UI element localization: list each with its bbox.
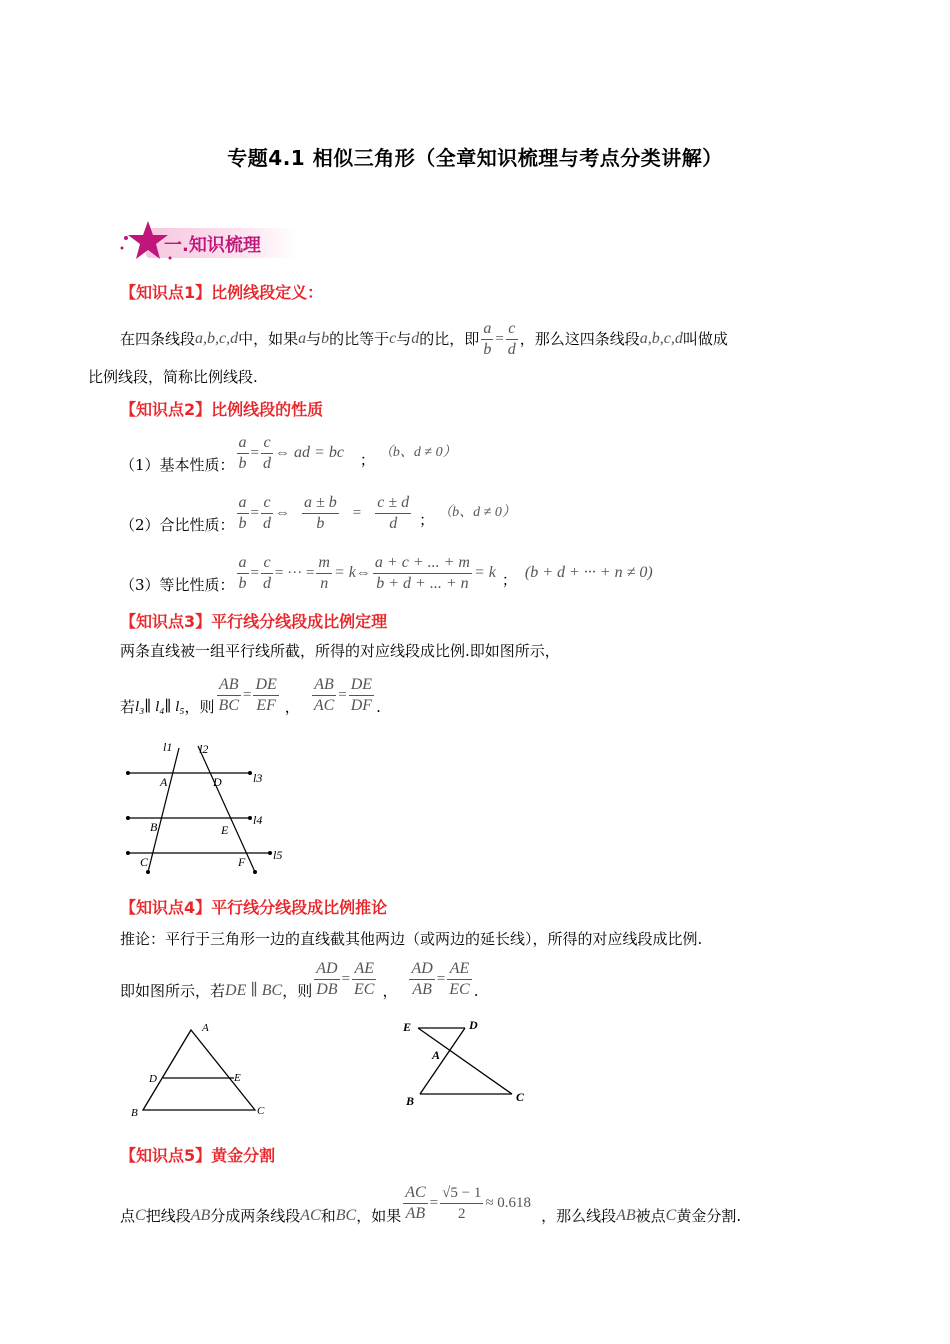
label-F: F [238,855,246,869]
label-A: A [432,1048,441,1062]
separator: ； [419,511,435,529]
fraction: $\frac{a + c + ... + m}{b + d + ... + n}$ [374,553,470,592]
fraction: $\frac{AE}{EC}$ [354,959,375,998]
text: 与 [396,330,412,348]
text: ， [284,698,300,716]
text: 的比等于 [329,330,390,348]
math-C: C [135,1207,146,1224]
fraction: $\frac{AB}{BC}$ [218,675,239,714]
kp1-heading: 【知识点1】比例线段定义： [120,283,324,302]
equals-dots: = ··· = [275,565,315,581]
badge-label: 一.知识梳理 [164,235,261,256]
fraction: $\frac{a}{b}$ [238,553,247,592]
condition: （b、d ≠ 0） [378,445,457,460]
kp2-property-3 [120,550,653,596]
equals: = [250,505,260,521]
math-abcd: a,b,c,d [639,330,683,347]
equals: = [352,505,362,521]
kp3-formula [120,672,381,718]
fraction: $\frac{AC}{AB}$ [405,1183,426,1222]
text: 若 [120,698,136,716]
kp3-heading: 【知识点3】平行线分线段成比例定理 [120,612,388,631]
label-B: B [131,1107,138,1119]
approx-value: ≈ 0.618 [485,1195,532,1211]
math-BC: BC [335,1207,357,1224]
label-l3: l3 [253,771,263,785]
kp5-heading: 【知识点5】黄金分割 [120,1146,276,1165]
text: 黄金分割. [676,1207,742,1225]
iff-symbol: ⇔ [355,565,371,581]
fraction: $\frac{c \pm d}{d}$ [377,493,410,532]
equals: = [250,565,260,581]
fraction: $\frac{DE}{EF}$ [255,675,277,714]
equals-k: = k [333,564,356,581]
kp3-text: 两条直线被一组平行线所截，所得的对应线段成比例.即如图所示， [120,642,560,660]
kp5-line [120,1178,741,1228]
math-parallel: DE ∥ BC [225,982,283,999]
label-E: E [221,823,229,837]
text: ，那么线段 [541,1207,617,1225]
math-ad-bc: ad = bc [294,444,344,461]
math-AB: AB [190,1207,211,1224]
fraction: $\frac{m}{n}$ [318,553,330,592]
kp4-formula [120,956,479,1002]
kp2-property-1 [120,430,457,476]
label-D: D [213,775,222,789]
text: ，则 [184,698,215,716]
label: （2）合比性质： [120,516,235,534]
hourglass-figure [398,1015,538,1110]
math-C: C [665,1207,677,1224]
math-a: a [298,330,307,347]
text: ，如果 [356,1207,402,1225]
fraction: $\frac{a}{b}$ [238,433,247,472]
kp4-heading: 【知识点4】平行线分线段成比例推论 [120,898,388,917]
fraction: $\frac{DE}{DF}$ [350,675,373,714]
math-AB: AB [616,1207,636,1224]
fraction: $\frac{AE}{EC}$ [449,959,470,998]
text: 分成两条线段 [210,1207,301,1225]
separator: ； [359,451,375,469]
equals: = [436,971,446,987]
fraction: $\frac{a}{b}$ [238,493,247,532]
label-C: C [257,1105,265,1117]
fraction: $\frac{c}{d}$ [263,493,272,532]
label-B: B [406,1094,415,1108]
text: 在四条线段 [120,330,196,348]
label-l4: l4 [253,813,263,827]
fraction: $\frac{a \pm b}{b}$ [304,493,337,532]
label-A: A [160,775,168,789]
kp1-line1 [120,316,728,362]
fraction: $\frac{AD}{AB}$ [411,959,433,998]
math-b: b [321,330,330,347]
text: 叫做成 [682,330,728,348]
page-title: 专题4.1 相似三角形（全章知识梳理与考点分类讲解） [227,146,723,170]
text: . [376,698,381,716]
label: （1）基本性质： [120,456,235,474]
equals: = [495,331,504,347]
math-d: d [411,330,420,347]
text: 即如图所示，若 [120,982,226,1000]
equals: = [338,687,347,703]
label-C: C [516,1090,525,1104]
label: （3）等比性质： [120,576,235,594]
text: ，那么这四条线段 [519,330,640,348]
iff-symbol: ⇔ [275,445,291,461]
kp4-text: 推论：平行于三角形一边的直线截其他两边（或两边的延长线），所得的对应线段成比例. [120,930,703,948]
label-l2: l2 [199,742,209,756]
equals: = [243,687,252,703]
text: 被点 [635,1207,666,1225]
label-l5: l5 [273,848,283,862]
text: . [473,982,479,1000]
label-B: B [150,820,158,834]
kp2-property-2 [120,490,516,536]
text: 点 [120,1207,136,1225]
fraction-a-b: $\frac{a}{b}$ [483,319,492,358]
label-E: E [234,1072,241,1084]
kp2-heading: 【知识点2】比例线段的性质 [120,400,324,419]
math-abcd: a,b,c,d [195,330,239,347]
fraction-golden: $\frac{√5 - 1}{2}$ [442,1184,482,1222]
text: 把线段 [145,1207,191,1225]
fraction: $\frac{AB}{AC}$ [313,675,335,714]
section-badge [118,218,300,262]
kp1-line2: 比例线段，简称比例线段. [88,368,258,386]
triangle-figure [125,1018,285,1123]
condition: (b + d + ··· + n ≠ 0) [524,564,653,581]
text: ， [382,982,398,1000]
iff-symbol: ⇔ [275,505,291,521]
text: ，则 [282,982,313,1000]
equals: = [341,971,350,987]
fraction: $\frac{AD}{DB}$ [316,959,338,998]
fraction: $\frac{c}{d}$ [263,553,272,592]
label-l1: l1 [163,740,173,754]
equals-k: = k [473,564,496,581]
equals: = [250,445,260,461]
label-C: C [140,855,149,869]
label-A: A [202,1022,209,1034]
math-c: c [389,330,397,347]
condition: （b、d ≠ 0） [438,505,516,520]
separator: ； [501,571,517,589]
text: 的比，即 [419,330,480,348]
math-AC: AC [300,1207,321,1224]
text: 中，如果 [238,330,299,348]
fraction-c-d: $\frac{c}{d}$ [507,319,516,358]
label-D: D [469,1018,478,1032]
label-D: D [149,1073,157,1085]
label-E: E [403,1020,412,1034]
text: 与 [306,330,322,348]
equals: = [429,1195,439,1211]
fraction: $\frac{c}{d}$ [263,433,272,472]
text: 和 [320,1207,336,1225]
math-parallel: l₃∥ l₄∥ l₅ [135,699,185,715]
parallel-lines-figure [120,738,300,878]
